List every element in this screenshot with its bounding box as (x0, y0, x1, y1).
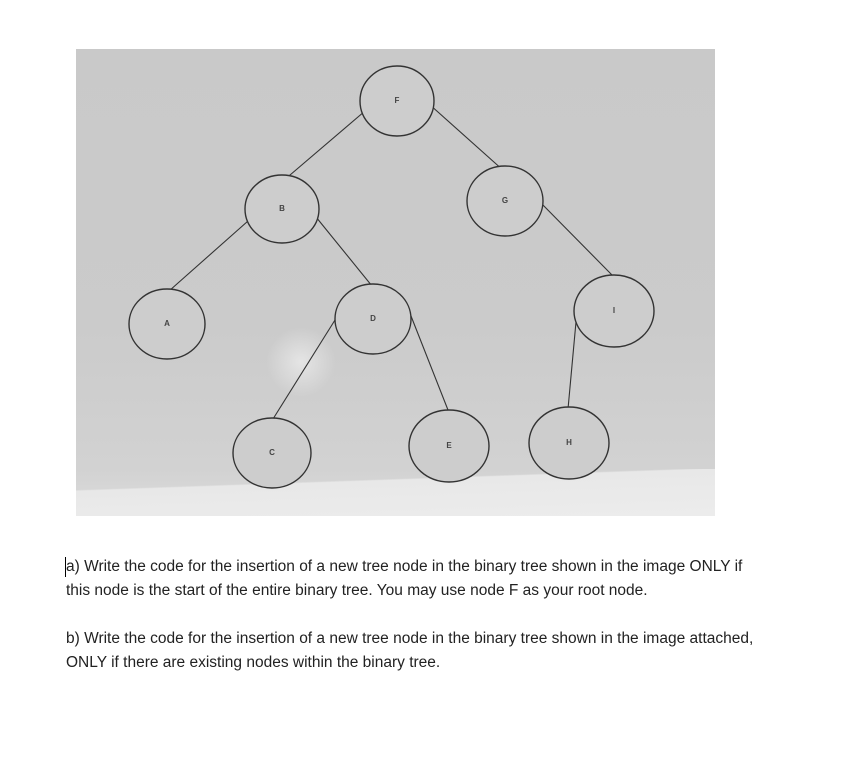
node-H-label: H (566, 438, 572, 448)
question-b[interactable]: b) Write the code for the insertion of a new tree node in the binary tree shown in the image attached, ONLY if there are existing nodes within the binary tree. (66, 630, 754, 671)
edge-G-I (538, 200, 612, 275)
node-E-label: E (446, 441, 452, 451)
node-D-label: D (370, 314, 376, 324)
node-B-label: B (279, 204, 285, 214)
edge-D-C (273, 320, 335, 419)
edge-B-D (316, 217, 372, 286)
node-C-label: C (269, 448, 275, 458)
binary-tree-diagram (76, 49, 715, 516)
node-I-label: I (612, 306, 616, 316)
tree-photo (76, 49, 715, 516)
edge-I-H (568, 311, 577, 409)
node-G-label: G (501, 196, 509, 206)
edge-F-G (429, 104, 504, 171)
edge-D-E (411, 316, 448, 410)
node-A-label: A (164, 319, 170, 329)
question-a[interactable]: a) Write the code for the insertion of a new tree node in the binary tree shown in the image ONLY if this node is the start of the entire binary tree. You may use node F as your root node. (66, 558, 743, 599)
edge-B-A (169, 221, 248, 291)
edge-F-B (283, 111, 365, 181)
node-F-label: F (394, 96, 400, 106)
